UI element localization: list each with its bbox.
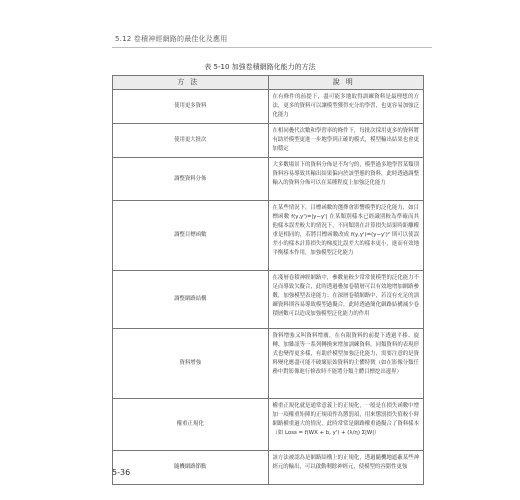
table-row [113,271,424,329]
table-row [113,329,424,399]
table-row [113,90,424,124]
description-cell: 在相同疊代次數和學習率的條件下，每批次採用更多的資料將有助於模型更進一步地學到正確的模式，模型輸出結果也會更加穩定 [268,124,424,158]
table-row [113,451,424,485]
method-cell: 調整資料分佈 [113,158,269,201]
page-number: 5-36 [112,468,131,477]
method-cell: 使用更大批次 [113,124,269,158]
table-row [113,201,424,271]
header-rule [112,47,432,48]
description-cell: 權重正規化就是通常意義上的正規化，一般是在損失函數中增加一項權重矩陣的正規項作為懲罰項，用來懲罰損失值較小時網路權重過大的情況，此時常常是網路權重過擬合了資料樣本（如 Loss = f(WX + b, y') + (λ/η) Σ|W|） [268,399,424,451]
column-header-method: 方法 [113,76,269,90]
table-row [113,124,424,158]
table-header-row [113,76,424,90]
method-cell: 調整目標函數 [113,201,269,271]
description-cell: 資料增強又叫資料增廣，在有限資料的前提下透過平移、旋轉、加雜訊等一系列轉換來增加訓練資料，同類資料的表現形式也變得更多樣，有助於模型加強泛化能力，需要注意的是資料變化應盡可能不破壞原始資料的主體特徵（如在影像分類任務中對影像進行修改時不能將分類主體目標挖出邊界） [268,329,424,399]
method-cell: 隨機網路節點 [113,451,269,485]
table-row [113,399,424,451]
description-cell: 在某些情況下，目標函數的選擇會影響模型的泛化能力，如目標函數 f(y,y')=|y−y'| 在某類別樣本已經識別較為準確而其他樣本誤差較大的情況下，不同類別在計算損失結果時距離權重是相同的，若將目標函數改成 f(y,y')=(y−y')² 則可以使誤差小的樣本計算損失的梯度比誤差大的樣本更小，進而有效地平衡樣本作用，加強模型泛化能力 [268,201,424,271]
method-cell: 資料增強 [113,329,269,399]
description-cell: 在淺層卷積神經網路中，參數量較少常常使模型的泛化能力不足而導致欠擬合，此時透過疊加卷積層可以有效地增加網路參數，加強模型表達能力；在深層卷積網路中，若沒有充足的訓練資料則容易導致模型過擬合，此時透過簡化網路結構減少卷積層數可以造成加強模型泛化能力的作用 [268,271,424,329]
description-cell: 大多數場景下的資料分佈是不均勻的，模型過多地學習某類別資料容易導致其輸出結果偏向於該型態的資料，此時透過調整輸入的資料分佈可以在某種程度上加強泛化能力 [268,158,424,201]
method-cell: 使用更多資料 [113,90,269,124]
method-cell: 權重正規化 [113,399,269,451]
column-header-description: 說明 [268,76,424,90]
methods-table [112,75,424,485]
description-cell: 在有條件的前提下，盡可能多地取得訓練資料是最理想的方法，更多的資料可以讓模型獲得充分的學習，也更容易加強泛化能力 [268,90,424,124]
table-row [113,158,424,201]
running-header: 5.12 卷積神經網路的最佳化及應用 [115,35,228,43]
description-cell: 該方法被認為是網路結構上的正規化，透過隨機地遮蔽某些神經元的輸出，可以啟動剩餘神經元，使模型的容錯性更強 [268,451,424,485]
table-title: 表 5-10 加強卷積網路化能力的方法 [204,63,316,71]
method-cell: 調整網路結構 [113,271,269,329]
